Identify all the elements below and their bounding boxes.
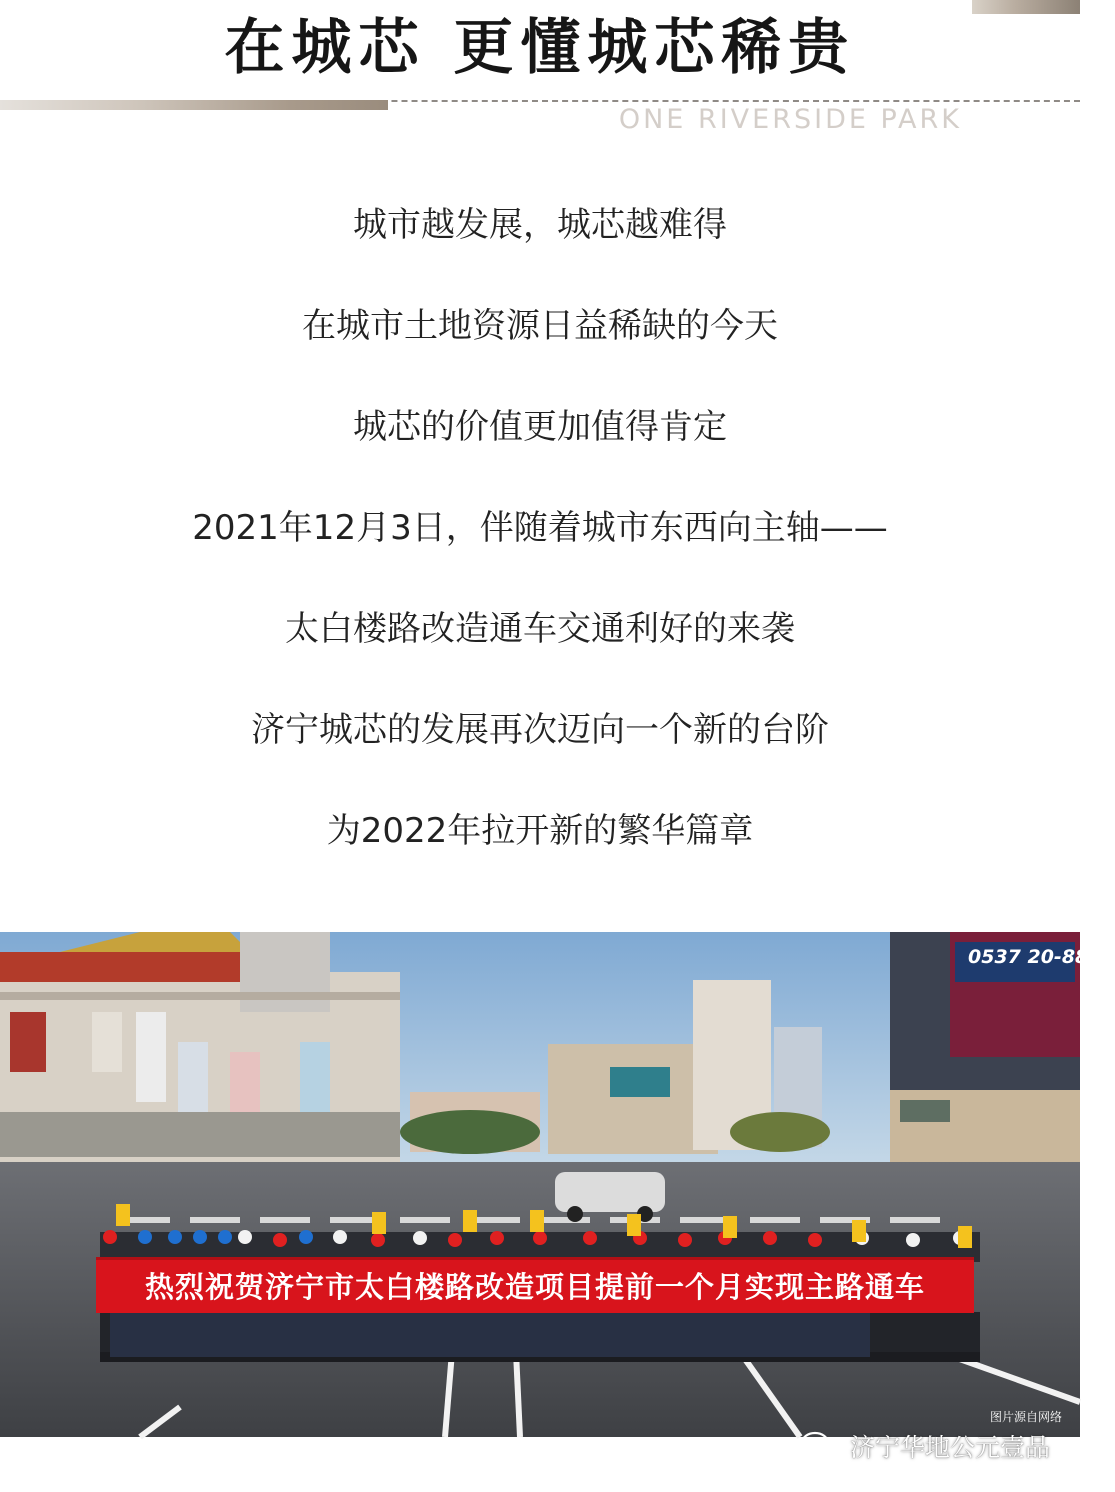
- body-line: 济宁城芯的发展再次迈向一个新的台阶: [251, 710, 829, 750]
- mall-roof: [0, 952, 250, 982]
- distant-building: [548, 1044, 718, 1154]
- body-line: 为2022年拉开新的繁华篇章: [326, 811, 754, 851]
- body-line: 城芯的价值更加值得肯定: [353, 407, 727, 447]
- page-title: 在城芯 更懂城芯稀贵: [224, 13, 856, 83]
- banner-text: 热烈祝贺济宁市太白楼路改造项目提前一个月实现主路通车: [144, 1270, 925, 1304]
- watermark-text: 济宁华地公元壹品: [849, 1433, 1050, 1462]
- image-source-note: 图片源自网络: [989, 1410, 1062, 1424]
- road-opening-photo: [0, 932, 1080, 1437]
- body-line: 2021年12月3日，伴随着城市东西向主轴——: [192, 508, 888, 548]
- article-body: [0, 196, 1080, 903]
- trees: [400, 1110, 540, 1154]
- body-line: 在城市土地资源日益稀缺的今天: [302, 306, 778, 346]
- page-subtitle: ONE RIVERSIDE PARK: [618, 104, 962, 135]
- wechat-icon: [800, 1431, 840, 1461]
- body-line: 城市越发展，城芯越难得: [353, 205, 727, 245]
- car: [555, 1172, 665, 1212]
- billboard-phone: 0537 20-8888: [968, 946, 1115, 968]
- account-watermark: [800, 1428, 1050, 1464]
- photo-illustration: [0, 932, 1080, 1437]
- body-line: 太白楼路改造通车交通利好的来袭: [285, 609, 795, 649]
- header-gradient-bar: [0, 100, 388, 110]
